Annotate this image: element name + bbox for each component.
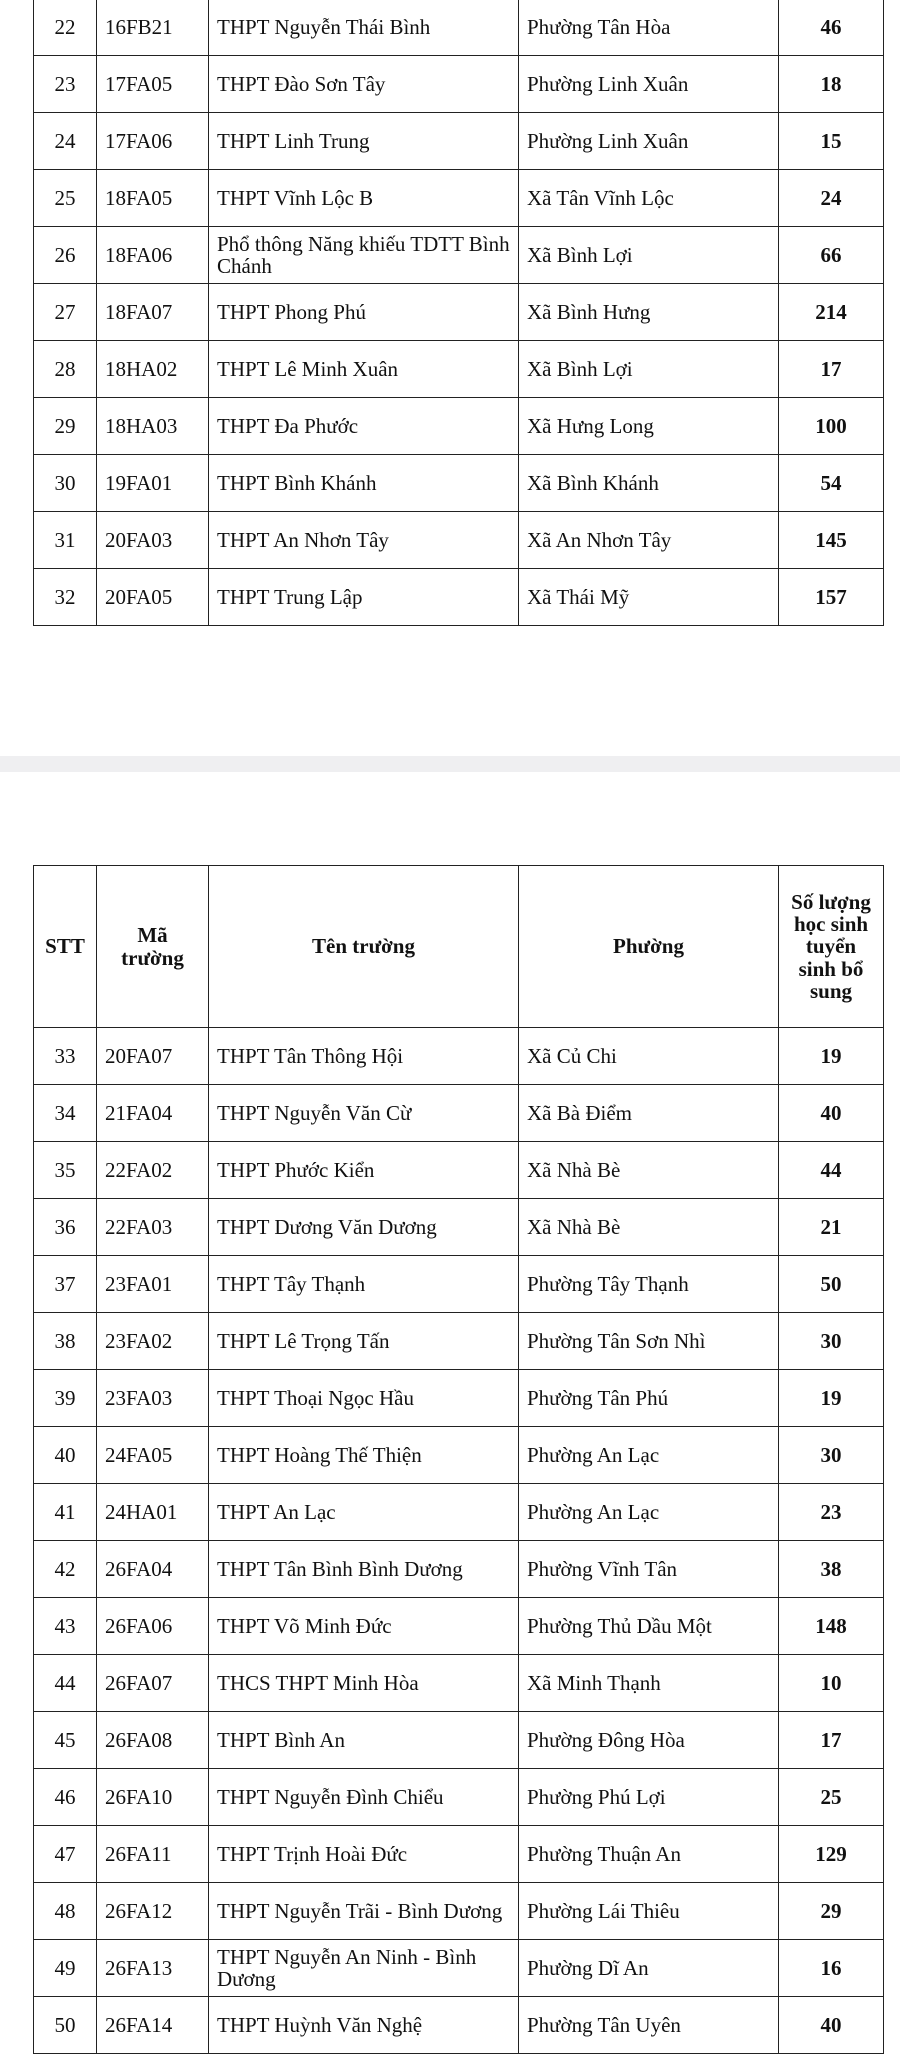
table-row xyxy=(34,1313,884,1370)
cell-school-name: THPT Tân Thông Hội xyxy=(209,1028,519,1085)
school-table-part-1 xyxy=(33,0,884,626)
cell-stt: 33 xyxy=(34,1028,97,1085)
table-row xyxy=(34,455,884,512)
cell-school-code: 22FA02 xyxy=(97,1142,209,1199)
header-ward: Phường xyxy=(519,866,779,1028)
cell-school-code: 23FA02 xyxy=(97,1313,209,1370)
cell-ward: Phường Vĩnh Tân xyxy=(519,1541,779,1598)
table-row xyxy=(34,1427,884,1484)
cell-stt: 32 xyxy=(34,569,97,626)
cell-school-code: 19FA01 xyxy=(97,455,209,512)
cell-stt: 30 xyxy=(34,455,97,512)
cell-school-name: Phổ thông Năng khiếu TDTT Bình Chánh xyxy=(209,227,519,284)
cell-quantity: 19 xyxy=(779,1370,884,1427)
cell-ward: Xã Bình Lợi xyxy=(519,341,779,398)
table-row xyxy=(34,227,884,284)
table-row xyxy=(34,1085,884,1142)
cell-stt: 38 xyxy=(34,1313,97,1370)
cell-ward: Phường Linh Xuân xyxy=(519,56,779,113)
cell-stt: 49 xyxy=(34,1940,97,1997)
cell-stt: 35 xyxy=(34,1142,97,1199)
cell-quantity: 129 xyxy=(779,1826,884,1883)
cell-school-name: THPT Thoại Ngọc Hầu xyxy=(209,1370,519,1427)
cell-school-code: 24HA01 xyxy=(97,1484,209,1541)
cell-quantity: 17 xyxy=(779,1712,884,1769)
cell-quantity: 30 xyxy=(779,1313,884,1370)
table-row xyxy=(34,1997,884,2054)
cell-school-name: THPT Dương Văn Dương xyxy=(209,1199,519,1256)
table-row xyxy=(34,1028,884,1085)
cell-school-code: 18FA07 xyxy=(97,284,209,341)
cell-quantity: 46 xyxy=(779,0,884,56)
cell-school-code: 26FA14 xyxy=(97,1997,209,2054)
cell-quantity: 38 xyxy=(779,1541,884,1598)
table-row xyxy=(34,1883,884,1940)
cell-school-name: THCS THPT Minh Hòa xyxy=(209,1655,519,1712)
cell-school-code: 18HA03 xyxy=(97,398,209,455)
cell-ward: Xã Tân Vĩnh Lộc xyxy=(519,170,779,227)
table-row xyxy=(34,1940,884,1997)
cell-ward: Phường Tây Thạnh xyxy=(519,1256,779,1313)
page-separator xyxy=(0,756,900,772)
cell-ward: Phường Linh Xuân xyxy=(519,113,779,170)
cell-stt: 34 xyxy=(34,1085,97,1142)
cell-school-code: 24FA05 xyxy=(97,1427,209,1484)
cell-stt: 47 xyxy=(34,1826,97,1883)
table-row xyxy=(34,398,884,455)
cell-stt: 40 xyxy=(34,1427,97,1484)
cell-ward: Phường An Lạc xyxy=(519,1427,779,1484)
cell-ward: Xã Củ Chi xyxy=(519,1028,779,1085)
cell-quantity: 54 xyxy=(779,455,884,512)
cell-school-code: 26FA13 xyxy=(97,1940,209,1997)
cell-school-name: THPT An Lạc xyxy=(209,1484,519,1541)
cell-school-code: 18FA05 xyxy=(97,170,209,227)
cell-quantity: 23 xyxy=(779,1484,884,1541)
cell-quantity: 24 xyxy=(779,170,884,227)
cell-school-name: THPT Nguyễn Đình Chiểu xyxy=(209,1769,519,1826)
cell-quantity: 66 xyxy=(779,227,884,284)
cell-ward: Phường Dĩ An xyxy=(519,1940,779,1997)
table-row xyxy=(34,56,884,113)
cell-stt: 45 xyxy=(34,1712,97,1769)
cell-school-name: THPT Tây Thạnh xyxy=(209,1256,519,1313)
header-school-code: Mã trường xyxy=(97,866,209,1028)
cell-quantity: 100 xyxy=(779,398,884,455)
cell-ward: Phường Đông Hòa xyxy=(519,1712,779,1769)
cell-ward: Phường An Lạc xyxy=(519,1484,779,1541)
cell-quantity: 21 xyxy=(779,1199,884,1256)
cell-school-code: 26FA10 xyxy=(97,1769,209,1826)
cell-ward: Xã An Nhơn Tây xyxy=(519,512,779,569)
cell-school-code: 26FA12 xyxy=(97,1883,209,1940)
cell-school-name: THPT Đào Sơn Tây xyxy=(209,56,519,113)
cell-ward: Phường Thủ Dầu Một xyxy=(519,1598,779,1655)
cell-school-name: THPT Nguyễn Văn Cừ xyxy=(209,1085,519,1142)
header-school-name: Tên trường xyxy=(209,866,519,1028)
cell-ward: Phường Lái Thiêu xyxy=(519,1883,779,1940)
cell-quantity: 16 xyxy=(779,1940,884,1997)
table-body-1 xyxy=(34,0,884,626)
cell-ward: Xã Minh Thạnh xyxy=(519,1655,779,1712)
cell-school-name: THPT Trung Lập xyxy=(209,569,519,626)
cell-school-code: 20FA05 xyxy=(97,569,209,626)
table-row xyxy=(34,1655,884,1712)
cell-stt: 42 xyxy=(34,1541,97,1598)
cell-school-name: THPT Đa Phước xyxy=(209,398,519,455)
cell-ward: Xã Hưng Long xyxy=(519,398,779,455)
cell-stt: 31 xyxy=(34,512,97,569)
cell-school-name: THPT Nguyễn Trãi - Bình Dương xyxy=(209,1883,519,1940)
cell-stt: 26 xyxy=(34,227,97,284)
cell-quantity: 50 xyxy=(779,1256,884,1313)
table-row xyxy=(34,1598,884,1655)
cell-school-name: THPT Trịnh Hoài Đức xyxy=(209,1826,519,1883)
cell-school-code: 17FA06 xyxy=(97,113,209,170)
cell-school-name: THPT Bình Khánh xyxy=(209,455,519,512)
table-row xyxy=(34,113,884,170)
cell-school-name: THPT Bình An xyxy=(209,1712,519,1769)
table-row xyxy=(34,0,884,56)
cell-stt: 29 xyxy=(34,398,97,455)
table-row xyxy=(34,1370,884,1427)
table-row xyxy=(34,170,884,227)
cell-ward: Xã Bình Lợi xyxy=(519,227,779,284)
cell-school-name: THPT Linh Trung xyxy=(209,113,519,170)
cell-stt: 22 xyxy=(34,0,97,56)
cell-school-code: 18FA06 xyxy=(97,227,209,284)
cell-ward: Phường Thuận An xyxy=(519,1826,779,1883)
cell-school-code: 26FA11 xyxy=(97,1826,209,1883)
cell-stt: 48 xyxy=(34,1883,97,1940)
cell-school-code: 26FA04 xyxy=(97,1541,209,1598)
table-row xyxy=(34,569,884,626)
cell-quantity: 157 xyxy=(779,569,884,626)
cell-ward: Phường Tân Phú xyxy=(519,1370,779,1427)
table-row xyxy=(34,284,884,341)
cell-stt: 23 xyxy=(34,56,97,113)
cell-school-code: 23FA01 xyxy=(97,1256,209,1313)
table-row xyxy=(34,512,884,569)
cell-quantity: 19 xyxy=(779,1028,884,1085)
cell-quantity: 18 xyxy=(779,56,884,113)
cell-ward: Xã Thái Mỹ xyxy=(519,569,779,626)
cell-ward: Phường Phú Lợi xyxy=(519,1769,779,1826)
cell-ward: Phường Tân Uyên xyxy=(519,1997,779,2054)
table-header-row xyxy=(34,866,884,1028)
cell-school-code: 26FA07 xyxy=(97,1655,209,1712)
cell-school-code: 17FA05 xyxy=(97,56,209,113)
cell-school-name: THPT Nguyễn Thái Bình xyxy=(209,0,519,56)
table-row xyxy=(34,1199,884,1256)
cell-stt: 50 xyxy=(34,1997,97,2054)
cell-quantity: 148 xyxy=(779,1598,884,1655)
cell-stt: 46 xyxy=(34,1769,97,1826)
cell-ward: Xã Bà Điểm xyxy=(519,1085,779,1142)
cell-school-code: 26FA08 xyxy=(97,1712,209,1769)
cell-school-name: THPT Hoàng Thế Thiện xyxy=(209,1427,519,1484)
cell-school-name: THPT Vĩnh Lộc B xyxy=(209,170,519,227)
document-page-1 xyxy=(0,0,900,756)
cell-quantity: 145 xyxy=(779,512,884,569)
cell-school-name: THPT Phong Phú xyxy=(209,284,519,341)
cell-ward: Xã Bình Khánh xyxy=(519,455,779,512)
cell-quantity: 40 xyxy=(779,1997,884,2054)
cell-stt: 24 xyxy=(34,113,97,170)
cell-quantity: 10 xyxy=(779,1655,884,1712)
cell-school-name: THPT Huỳnh Văn Nghệ xyxy=(209,1997,519,2054)
cell-school-name: THPT Nguyễn An Ninh - Bình Dương xyxy=(209,1940,519,1997)
cell-school-code: 22FA03 xyxy=(97,1199,209,1256)
cell-quantity: 15 xyxy=(779,113,884,170)
cell-school-code: 23FA03 xyxy=(97,1370,209,1427)
table-body-2 xyxy=(34,1028,884,2054)
table-row xyxy=(34,1769,884,1826)
school-table-part-2 xyxy=(33,865,884,2054)
cell-school-code: 16FB21 xyxy=(97,0,209,56)
cell-ward: Xã Bình Hưng xyxy=(519,284,779,341)
table-row xyxy=(34,1142,884,1199)
cell-stt: 39 xyxy=(34,1370,97,1427)
cell-quantity: 25 xyxy=(779,1769,884,1826)
cell-school-name: THPT An Nhơn Tây xyxy=(209,512,519,569)
cell-school-name: THPT Võ Minh Đức xyxy=(209,1598,519,1655)
cell-school-code: 26FA06 xyxy=(97,1598,209,1655)
cell-ward: Xã Nhà Bè xyxy=(519,1142,779,1199)
cell-quantity: 30 xyxy=(779,1427,884,1484)
document-page-2 xyxy=(0,772,900,2068)
table-row xyxy=(34,341,884,398)
cell-stt: 25 xyxy=(34,170,97,227)
cell-ward: Xã Nhà Bè xyxy=(519,1199,779,1256)
cell-school-name: THPT Tân Bình Bình Dương xyxy=(209,1541,519,1598)
cell-quantity: 214 xyxy=(779,284,884,341)
table-row xyxy=(34,1484,884,1541)
cell-quantity: 29 xyxy=(779,1883,884,1940)
cell-stt: 44 xyxy=(34,1655,97,1712)
table-row xyxy=(34,1256,884,1313)
cell-ward: Phường Tân Hòa xyxy=(519,0,779,56)
cell-school-code: 20FA07 xyxy=(97,1028,209,1085)
cell-school-name: THPT Lê Minh Xuân xyxy=(209,341,519,398)
cell-stt: 43 xyxy=(34,1598,97,1655)
cell-stt: 28 xyxy=(34,341,97,398)
cell-school-code: 20FA03 xyxy=(97,512,209,569)
header-stt: STT xyxy=(34,866,97,1028)
cell-school-name: THPT Lê Trọng Tấn xyxy=(209,1313,519,1370)
cell-quantity: 44 xyxy=(779,1142,884,1199)
table-row xyxy=(34,1712,884,1769)
cell-quantity: 40 xyxy=(779,1085,884,1142)
cell-school-name: THPT Phước Kiển xyxy=(209,1142,519,1199)
cell-school-code: 18HA02 xyxy=(97,341,209,398)
cell-school-code: 21FA04 xyxy=(97,1085,209,1142)
cell-stt: 36 xyxy=(34,1199,97,1256)
cell-quantity: 17 xyxy=(779,341,884,398)
cell-stt: 27 xyxy=(34,284,97,341)
table-row xyxy=(34,1541,884,1598)
cell-stt: 37 xyxy=(34,1256,97,1313)
header-quantity: Số lượng học sinh tuyển sinh bổ sung xyxy=(779,866,884,1028)
cell-stt: 41 xyxy=(34,1484,97,1541)
cell-ward: Phường Tân Sơn Nhì xyxy=(519,1313,779,1370)
table-row xyxy=(34,1826,884,1883)
